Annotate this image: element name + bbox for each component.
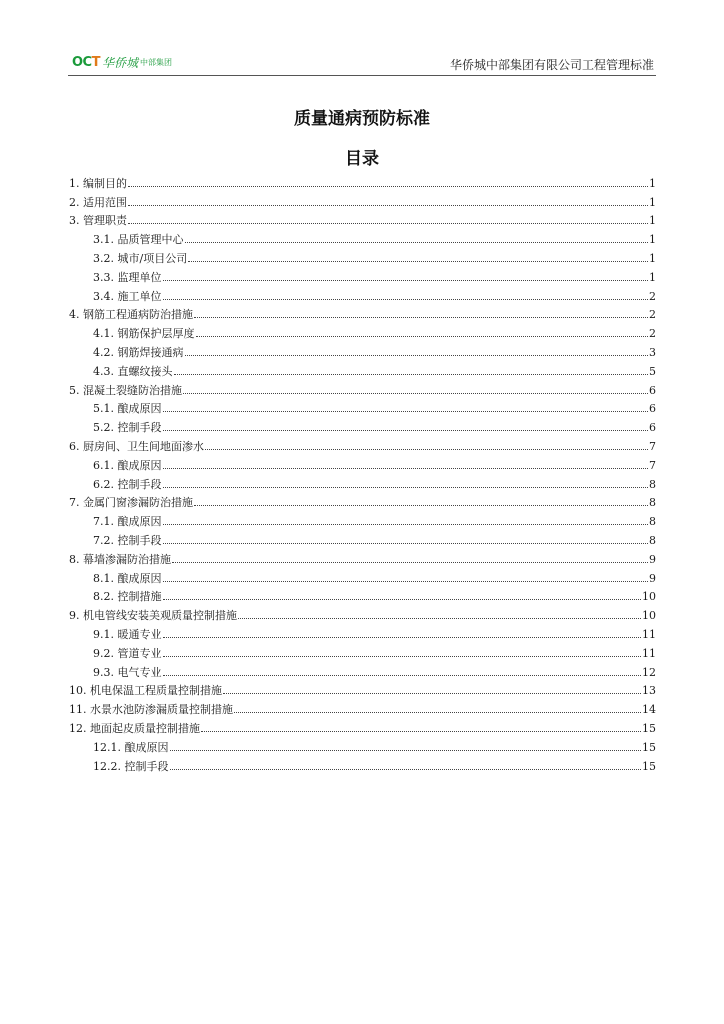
toc-entry-label: 12. 地面起皮质量控制措施	[69, 721, 200, 735]
toc-leader-dots	[163, 656, 642, 657]
toc-entry-page: 6	[649, 402, 656, 416]
toc-leader-dots	[128, 223, 648, 224]
toc-entry[interactable]	[69, 303, 656, 322]
toc-entry-page: 2	[649, 289, 656, 303]
toc-entry-label: 2. 适用范围	[69, 195, 127, 209]
toc-entry-page: 1	[649, 214, 656, 228]
toc-entry[interactable]	[69, 603, 656, 622]
toc-entry[interactable]	[69, 660, 656, 679]
toc-leader-dots	[163, 675, 642, 676]
toc-leader-dots	[170, 750, 642, 751]
toc-entry-label: 8. 幕墙渗漏防治措施	[69, 552, 171, 566]
toc-entry[interactable]	[69, 566, 656, 585]
toc-leader-dots	[128, 205, 648, 206]
toc-entry-page: 13	[642, 684, 656, 698]
toc-entry-label: 3.2. 城市/项目公司	[93, 251, 188, 265]
toc-entry[interactable]	[69, 453, 656, 472]
toc-leader-dots	[163, 543, 649, 544]
toc-leader-dots	[185, 355, 649, 356]
toc-entry-label: 4.1. 钢筋保护层厚度	[93, 327, 195, 341]
toc-entry-page: 10	[642, 590, 656, 604]
toc-entry-page: 1	[649, 233, 656, 247]
toc-leader-dots	[163, 468, 649, 469]
toc-entry[interactable]	[69, 265, 656, 284]
page-header	[68, 50, 656, 76]
toc-entry[interactable]	[69, 397, 656, 416]
toc-entry-label: 5.2. 控制手段	[93, 421, 162, 435]
toc-entry-label: 3.1. 品质管理中心	[93, 233, 184, 247]
toc-entry-page: 9	[649, 552, 656, 566]
toc-leader-dots	[238, 618, 641, 619]
toc-entry-label: 3.4. 施工单位	[93, 289, 162, 303]
toc-entry-label: 7.2. 控制手段	[93, 533, 162, 547]
toc-entry-page: 1	[649, 195, 656, 209]
toc-leader-dots	[185, 242, 649, 243]
toc-entry[interactable]	[69, 547, 656, 566]
toc-entry-page: 15	[642, 759, 656, 773]
toc-entry-label: 8.2. 控制措施	[93, 590, 162, 604]
toc-entry-page: 10	[642, 609, 656, 623]
toc-entry-page: 8	[649, 496, 656, 510]
toc-entry[interactable]	[69, 359, 656, 378]
toc-entry-page: 11	[642, 646, 656, 660]
toc-entry[interactable]	[69, 171, 656, 190]
toc-entry-page: 6	[649, 421, 656, 435]
toc-leader-dots	[163, 637, 642, 638]
logo-oc: OC	[72, 54, 92, 70]
toc-leader-dots	[194, 505, 648, 506]
toc-entry-label: 9.2. 管道专业	[93, 646, 162, 660]
toc-leader-dots	[188, 261, 648, 262]
toc-entry-label: 9.3. 电气专业	[93, 665, 162, 679]
toc-entry-page: 14	[642, 703, 656, 717]
company-logo	[72, 54, 172, 70]
toc-leader-dots	[163, 280, 649, 281]
toc-entry[interactable]	[69, 415, 656, 434]
toc-entry-page: 5	[649, 364, 656, 378]
toc-entry-page: 15	[642, 721, 656, 735]
toc-entry-label: 10. 机电保温工程质量控制措施	[69, 684, 222, 698]
document-title: 质量通病预防标准	[294, 109, 430, 129]
logo-subtitle: 中部集团	[139, 57, 172, 67]
toc-entry-page: 7	[649, 458, 656, 472]
toc-entry[interactable]	[69, 697, 656, 716]
toc-leader-dots	[205, 449, 648, 450]
toc-entry-label: 12.2. 控制手段	[93, 759, 169, 773]
toc-entry-label: 4.2. 钢筋焊接通病	[93, 345, 184, 359]
toc-entry-page: 15	[642, 740, 656, 754]
toc-entry-page: 9	[649, 571, 656, 585]
toc-entry[interactable]	[69, 585, 656, 604]
toc-entry-label: 8.1. 酿成原因	[93, 571, 162, 585]
toc-entry-label: 5. 混凝土裂缝防治措施	[69, 383, 182, 397]
toc-entry[interactable]	[69, 509, 656, 528]
company-standard-title: 华侨城中部集团有限公司工程管理标准	[449, 58, 654, 72]
toc-entry[interactable]	[69, 472, 656, 491]
toc-entry[interactable]	[69, 528, 656, 547]
toc-entry[interactable]	[69, 378, 656, 397]
toc-entry-page: 1	[649, 176, 656, 190]
toc-leader-dots	[163, 599, 642, 600]
toc-leader-dots	[163, 411, 649, 412]
toc-leader-dots	[223, 693, 641, 694]
toc-entry-label: 6.1. 酿成原因	[93, 458, 162, 472]
toc-entry-page: 6	[649, 383, 656, 397]
toc-entry-page: 2	[649, 327, 656, 341]
toc-entry-page: 7	[649, 439, 656, 453]
toc-entry[interactable]	[69, 735, 656, 754]
toc-entry[interactable]	[69, 227, 656, 246]
toc-leader-dots	[174, 374, 649, 375]
toc-leader-dots	[234, 712, 641, 713]
toc-leader-dots	[183, 393, 648, 394]
toc-leader-dots	[172, 562, 648, 563]
header-divider	[68, 75, 656, 76]
toc-entry[interactable]	[69, 190, 656, 209]
toc-entry-label: 12.1. 酿成原因	[93, 740, 169, 754]
toc-entry[interactable]	[69, 284, 656, 303]
toc-entry-label: 6.2. 控制手段	[93, 477, 162, 491]
toc-entry[interactable]	[69, 209, 656, 228]
toc-leader-dots	[163, 524, 649, 525]
toc-entry-label: 5.1. 酿成原因	[93, 402, 162, 416]
toc-entry[interactable]	[69, 716, 656, 735]
toc-entry[interactable]	[69, 754, 656, 773]
toc-entry-label: 11. 水景水池防渗漏质量控制措施	[69, 703, 233, 717]
toc-entry-label: 4. 钢筋工程通病防治措施	[69, 308, 193, 322]
toc-leader-dots	[163, 430, 649, 431]
toc-leader-dots	[201, 731, 641, 732]
toc-entry-page: 2	[649, 308, 656, 322]
toc-entry-label: 7.1. 酿成原因	[93, 515, 162, 529]
toc-entry[interactable]	[69, 321, 656, 340]
toc-entry[interactable]	[69, 679, 656, 698]
toc-entry-label: 3. 管理职责	[69, 214, 127, 228]
table-of-contents	[69, 171, 656, 773]
toc-entry-label: 9.1. 暖通专业	[93, 627, 162, 641]
toc-entry-page: 1	[649, 270, 656, 284]
toc-leader-dots	[196, 336, 649, 337]
toc-heading: 目录	[345, 149, 379, 169]
toc-entry[interactable]	[69, 622, 656, 641]
toc-leader-dots	[163, 487, 649, 488]
toc-entry-page: 8	[649, 533, 656, 547]
toc-entry-page: 11	[642, 627, 656, 641]
toc-entry-label: 1. 编制目的	[69, 176, 127, 190]
toc-leader-dots	[163, 581, 649, 582]
toc-entry-page: 8	[649, 515, 656, 529]
logo-script: 华侨城	[101, 55, 138, 70]
toc-entry[interactable]	[69, 434, 656, 453]
toc-entry-page: 8	[649, 477, 656, 491]
toc-entry[interactable]	[69, 641, 656, 660]
toc-leader-dots	[194, 317, 648, 318]
toc-leader-dots	[128, 186, 648, 187]
toc-entry-label: 3.3. 监理单位	[93, 270, 162, 284]
toc-entry[interactable]	[69, 491, 656, 510]
toc-entry[interactable]	[69, 340, 656, 359]
toc-entry-page: 3	[649, 345, 656, 359]
toc-entry-label: 7. 金属门窗渗漏防治措施	[69, 496, 193, 510]
toc-entry[interactable]	[69, 246, 656, 265]
toc-entry-label: 6. 厨房间、卫生间地面渗水	[69, 439, 204, 453]
toc-leader-dots	[170, 769, 642, 770]
toc-leader-dots	[163, 299, 649, 300]
toc-entry-label: 4.3. 直螺纹接头	[93, 364, 173, 378]
logo-t: T	[91, 54, 100, 70]
toc-entry-page: 1	[649, 251, 656, 265]
toc-entry-label: 9. 机电管线安装美观质量控制措施	[69, 609, 237, 623]
toc-entry-page: 12	[642, 665, 656, 679]
